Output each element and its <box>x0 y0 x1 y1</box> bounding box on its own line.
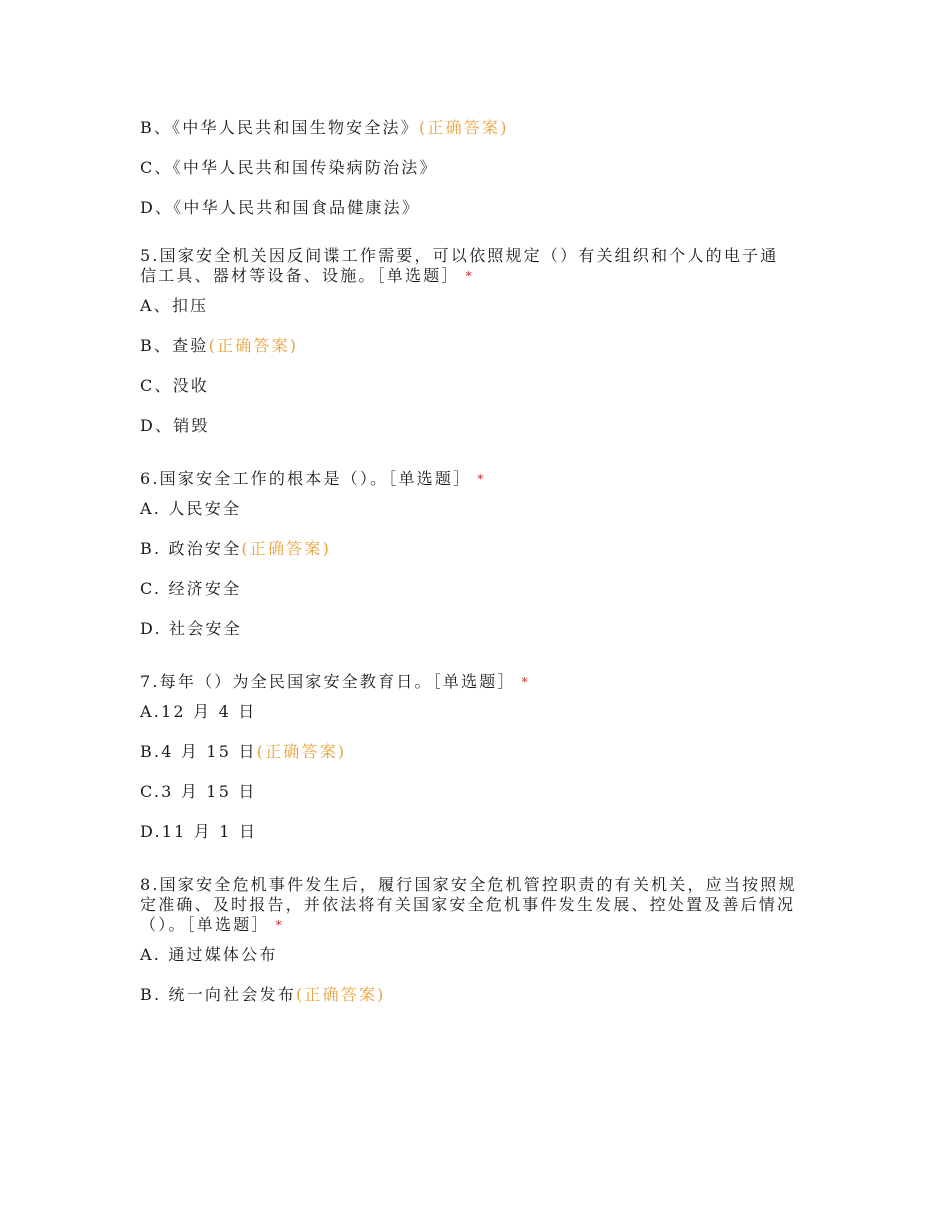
question-6 <box>140 469 820 639</box>
required-star-icon: * <box>465 269 474 283</box>
option-q6-c: C. 经济安全 <box>140 579 242 598</box>
option-q5-d: D、销毁 <box>140 416 210 435</box>
option-q7-c: C.3 月 15 日 <box>140 782 257 801</box>
option-q5-b: B、查验(正确答案) <box>140 336 299 355</box>
option-q8-b: B. 统一向社会发布(正确答案) <box>140 985 386 1004</box>
question-5-title: 5.国家安全机关因反间谍工作需要，可以依照规定（）有关组织和个人的电子通 信工具、器材等设备、设施。［单选题］ * <box>140 246 779 285</box>
question-7 <box>140 672 820 842</box>
option-q4-c: C、《中华人民共和国传染病防治法》 <box>140 158 438 177</box>
question-8 <box>140 875 820 1005</box>
option-q7-b: B.4 月 15 日(正确答案) <box>140 742 347 761</box>
option-q7-d: D.11 月 1 日 <box>140 822 258 841</box>
correct-answer-tag: (正确答案) <box>208 336 299 355</box>
question-8-title: 8.国家安全危机事件发生后，履行国家安全危机管控职责的有关机关，应当按照规 定准确、及时报告，并依法将有关国家安全危机事件发生发展、控处置及善后情况 （）。［单选题］ * <box>140 875 797 934</box>
question-4-options <box>140 118 820 218</box>
required-star-icon: * <box>521 675 530 689</box>
question-6-title: 6.国家安全工作的根本是（）。［单选题］ * <box>140 469 486 488</box>
option-q5-a: A、扣压 <box>140 296 209 315</box>
correct-answer-tag: (正确答案) <box>241 539 332 558</box>
option-q6-a: A. 人民安全 <box>140 499 242 518</box>
required-star-icon: * <box>275 918 284 932</box>
required-star-icon: * <box>477 472 486 486</box>
option-q5-c: C、没收 <box>140 376 210 395</box>
option-q6-b: B. 政治安全(正确答案) <box>140 539 332 558</box>
correct-answer-tag: (正确答案) <box>256 742 347 761</box>
quiz-page <box>140 118 820 1025</box>
option-q4-d: D、《中华人民共和国食品健康法》 <box>140 198 421 217</box>
option-q8-a: A. 通过媒体公布 <box>140 945 278 964</box>
correct-answer-tag: (正确答案) <box>295 985 386 1004</box>
question-7-title: 7.每年（）为全民国家安全教育日。［单选题］ * <box>140 672 530 691</box>
option-q7-a: A.12 月 4 日 <box>140 702 257 721</box>
correct-answer-tag: (正确答案) <box>418 118 509 137</box>
option-q6-d: D. 社会安全 <box>140 619 242 638</box>
question-5 <box>140 246 820 436</box>
option-q4-b: B、《中华人民共和国生物安全法》(正确答案) <box>140 118 509 137</box>
